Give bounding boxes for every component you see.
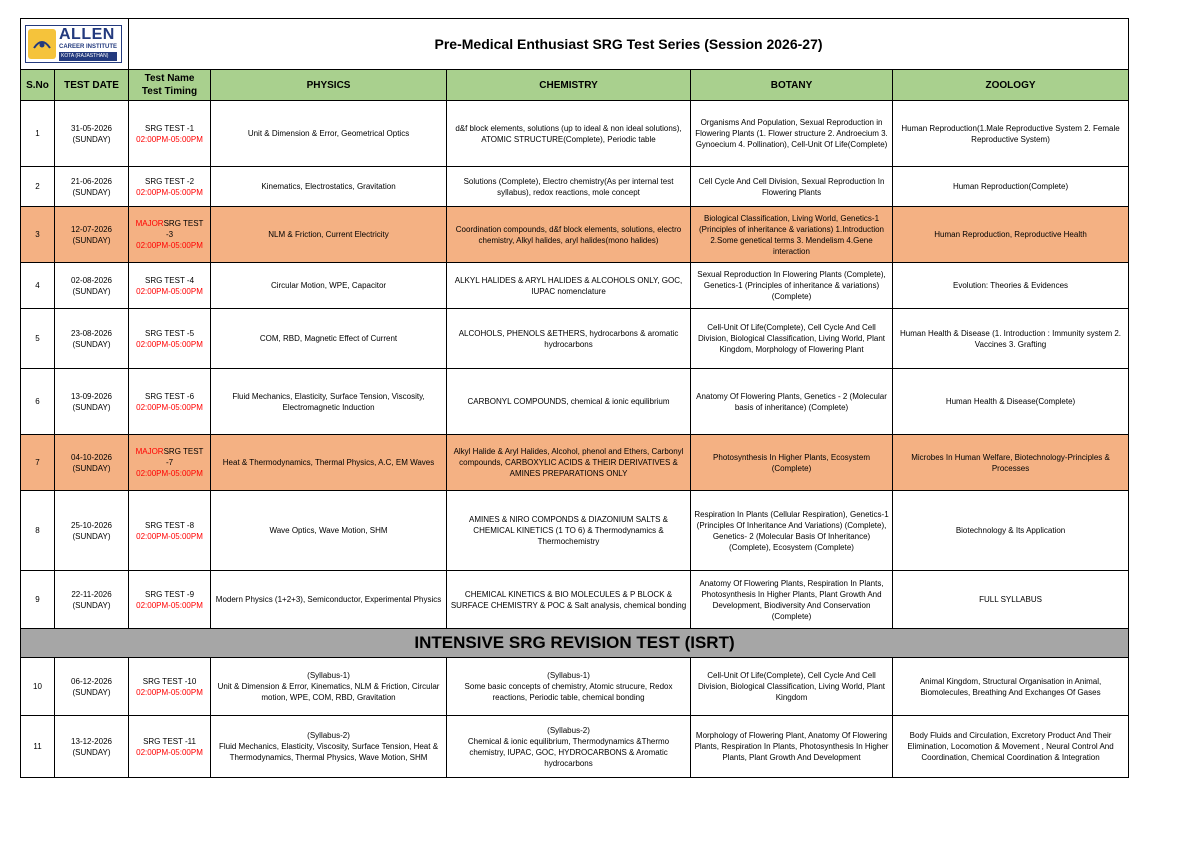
- serial-number: 2: [21, 167, 55, 207]
- header-row: [21, 70, 1129, 101]
- test-name-value: SRG TEST -2: [144, 176, 195, 186]
- date-value: 12-07-2026: [71, 224, 112, 234]
- zoology-syllabus: Human Reproduction(Complete): [893, 167, 1129, 207]
- table-row: [21, 369, 1129, 435]
- test-date: [55, 263, 129, 309]
- table-row: [21, 491, 1129, 571]
- test-timing: 02:00PM-05:00PM: [136, 286, 203, 296]
- table-row: [21, 716, 1129, 778]
- test-name-label: Test Name: [144, 73, 195, 84]
- botany-syllabus: Organisms And Population, Sexual Reproduction in Flowering Plants (1. Flower structure 2. Androecium 3. Gynoecium 4. Pollination), Cell-Unit Of Life(Complete): [691, 101, 893, 167]
- day-value: (SUNDAY): [72, 187, 111, 197]
- test-date: [55, 207, 129, 263]
- serial-number: 3: [21, 207, 55, 263]
- test-name: [129, 207, 211, 263]
- test-date: [55, 491, 129, 571]
- page-title: Pre-Medical Enthusiast SRG Test Series (Session 2026-27): [129, 19, 1129, 70]
- physics-syllabus: Unit & Dimension & Error, Geometrical Optics: [211, 101, 447, 167]
- date-value: 13-09-2026: [71, 391, 112, 401]
- test-date: [55, 167, 129, 207]
- botany-syllabus: Morphology of Flowering Plant, Anatomy Of Flowering Plants, Respiration In Plants, Photosynthesis In Higher Plants, Plant Growth And Development: [691, 716, 893, 778]
- test-timing: 02:00PM-05:00PM: [136, 687, 203, 697]
- date-value: 21-06-2026: [71, 176, 112, 186]
- botany-syllabus: Sexual Reproduction In Flowering Plants (Complete), Genetics-1 (Principles of inheritance & variations)(Complete): [691, 263, 893, 309]
- day-value: (SUNDAY): [72, 463, 111, 473]
- test-name: [129, 716, 211, 778]
- table-row: [21, 101, 1129, 167]
- day-value: (SUNDAY): [72, 235, 111, 245]
- physics-syllabus: Modern Physics (1+2+3), Semiconductor, Experimental Physics: [211, 571, 447, 629]
- day-value: (SUNDAY): [72, 531, 111, 541]
- test-name: [129, 491, 211, 571]
- test-timing: 02:00PM-05:00PM: [136, 747, 203, 757]
- test-timing: 02:00PM-05:00PM: [136, 241, 203, 250]
- major-badge: MAJOR: [135, 447, 164, 456]
- col-header-test-name: [129, 70, 211, 101]
- botany-syllabus: Cell-Unit Of Life(Complete), Cell Cycle And Cell Division, Biological Classification, Living World, Plant Kingdom, Morphology of Flowering Plant: [691, 309, 893, 369]
- zoology-syllabus: Microbes In Human Welfare, Biotechnology-Principles & Processes: [893, 435, 1129, 491]
- physics-syllabus: Fluid Mechanics, Elasticity, Surface Tension, Viscosity, Electromagnetic Induction: [211, 369, 447, 435]
- physics-syllabus: Heat & Thermodynamics, Thermal Physics, A.C, EM Waves: [211, 435, 447, 491]
- test-timing: 02:00PM-05:00PM: [136, 402, 203, 412]
- botany-syllabus: Biological Classification, Living World, Genetics-1 (Principles of inheritance & variations) 1.Introduction 2.Some genetical terms 3. Mendelism 4.Gene interaction: [691, 207, 893, 263]
- test-name-value: SRG TEST -7: [163, 447, 204, 467]
- date-value: 31-05-2026: [71, 123, 112, 133]
- test-name: [129, 435, 211, 491]
- zoology-syllabus: Human Health & Disease(Complete): [893, 369, 1129, 435]
- table-row: [21, 309, 1129, 369]
- test-name-value: SRG TEST -1: [144, 123, 195, 133]
- test-timing: 02:00PM-05:00PM: [136, 134, 203, 144]
- serial-number: 5: [21, 309, 55, 369]
- physics-topics: Unit & Dimension & Error, Kinematics, NLM & Friction, Circular motion, WPE, COM, RBD, Gravitation: [217, 682, 440, 702]
- test-date: [55, 435, 129, 491]
- serial-number: 11: [21, 716, 55, 778]
- syllabus-label: (Syllabus-1): [547, 671, 590, 680]
- serial-number: 7: [21, 435, 55, 491]
- table-row: [21, 207, 1129, 263]
- botany-syllabus: Respiration In Plants (Cellular Respiration), Genetics-1 (Principles Of Inheritance And Variations) (Complete), Genetics- 2 (Molecular Basis Of Inheritance) (Complete), Ecosystem (Complete): [691, 491, 893, 571]
- physics-syllabus: Kinematics, Electrostatics, Gravitation: [211, 167, 447, 207]
- col-header-zoology: ZOOLOGY: [893, 70, 1129, 101]
- physics-syllabus: NLM & Friction, Current Electricity: [211, 207, 447, 263]
- test-timing-label: Test Timing: [141, 86, 198, 97]
- date-value: 13-12-2026: [71, 736, 112, 746]
- physics-syllabus: COM, RBD, Magnetic Effect of Current: [211, 309, 447, 369]
- isrt-section-row: [21, 629, 1129, 658]
- table-row: [21, 435, 1129, 491]
- chemistry-syllabus: CARBONYL COMPOUNDS, chemical & ionic equilibrium: [447, 369, 691, 435]
- chemistry-syllabus: AMINES & NIRO COMPONDS & DIAZONIUM SALTS & CHEMICAL KINETICS (1 TO 6) & Thermodynamics & Thermochemistry: [447, 491, 691, 571]
- day-value: (SUNDAY): [72, 286, 111, 296]
- test-name: [129, 369, 211, 435]
- date-value: 04-10-2026: [71, 452, 112, 462]
- test-name-value: SRG TEST -10: [142, 676, 197, 686]
- test-name-value: SRG TEST -11: [143, 736, 196, 746]
- serial-number: 1: [21, 101, 55, 167]
- serial-number: 4: [21, 263, 55, 309]
- col-header-chemistry: CHEMISTRY: [447, 70, 691, 101]
- chemistry-topics: Some basic concepts of chemistry, Atomic strucure, Redox reactions, Periodic table, chemical bonding: [464, 682, 673, 702]
- serial-number: 8: [21, 491, 55, 571]
- test-name: [129, 571, 211, 629]
- test-date: [55, 369, 129, 435]
- allen-logo: [25, 25, 122, 63]
- test-name: [129, 658, 211, 716]
- test-timing: 02:00PM-05:00PM: [136, 187, 203, 197]
- zoology-syllabus: Animal Kingdom, Structural Organisation in Animal, Biomolecules, Breathing And Exchanges Of Gases: [893, 658, 1129, 716]
- table-row: [21, 263, 1129, 309]
- day-value: (SUNDAY): [72, 339, 111, 349]
- chemistry-syllabus: [447, 716, 691, 778]
- table-row: [21, 571, 1129, 629]
- test-name-value: SRG TEST -8: [144, 520, 195, 530]
- test-date: [55, 101, 129, 167]
- date-value: 23-08-2026: [71, 328, 112, 338]
- botany-syllabus: Cell-Unit Of Life(Complete), Cell Cycle And Cell Division, Biological Classification, Living World, Plant Kingdom: [691, 658, 893, 716]
- chemistry-syllabus: [447, 658, 691, 716]
- col-header-sno: S.No: [21, 70, 55, 101]
- day-value: (SUNDAY): [72, 747, 111, 757]
- zoology-syllabus: Evolution: Theories & Evidences: [893, 263, 1129, 309]
- chemistry-syllabus: Solutions (Complete), Electro chemistry(As per internal test syllabus), redox reactions, mole concept: [447, 167, 691, 207]
- zoology-syllabus: Human Reproduction(1.Male Reproductive System 2. Female Reproductive System): [893, 101, 1129, 167]
- col-header-botany: BOTANY: [691, 70, 893, 101]
- test-date: [55, 571, 129, 629]
- syllabus-label: (Syllabus-2): [547, 725, 590, 735]
- zoology-syllabus: Biotechnology & Its Application: [893, 491, 1129, 571]
- test-timing: 02:00PM-05:00PM: [136, 600, 203, 610]
- major-badge: MAJOR: [135, 219, 164, 228]
- physics-syllabus: [211, 658, 447, 716]
- test-timing: 02:00PM-05:00PM: [136, 469, 203, 478]
- test-name-value: SRG TEST -5: [144, 328, 195, 338]
- botany-syllabus: Cell Cycle And Cell Division, Sexual Reproduction In Flowering Plants: [691, 167, 893, 207]
- day-value: (SUNDAY): [72, 134, 111, 144]
- syllabus-label: (Syllabus-2): [307, 731, 350, 740]
- physics-syllabus: Wave Optics, Wave Motion, SHM: [211, 491, 447, 571]
- date-value: 25-10-2026: [71, 520, 112, 530]
- botany-syllabus: Anatomy Of Flowering Plants, Respiration In Plants, Photosynthesis In Higher Plants, Plant Growth And Development, Biodiversity And Conservation (Complete): [691, 571, 893, 629]
- test-schedule-table: [20, 18, 1129, 778]
- physics-syllabus: Circular Motion, WPE, Capacitor: [211, 263, 447, 309]
- zoology-syllabus: Body Fluids and Circulation, Excretory Product And Their Elimination, Locomotion & Movement , Neural Control And Coordination, Chemical Coordination & Integration: [893, 716, 1129, 778]
- chemistry-topics: Chemical & ionic equilibrium, Thermodynamics &Thermo chemistry, IUPAC, GOC, HYDROCARBONS & Aromatic hydrocarbons: [467, 736, 670, 768]
- serial-number: 6: [21, 369, 55, 435]
- botany-syllabus: Photosynthesis In Higher Plants, Ecosystem (Complete): [691, 435, 893, 491]
- chemistry-syllabus: ALKYL HALIDES & ARYL HALIDES & ALCOHOLS ONLY, GOC, IUPAC nomenclature: [447, 263, 691, 309]
- test-name: [129, 309, 211, 369]
- physics-syllabus: [211, 716, 447, 778]
- date-value: 06-12-2026: [71, 676, 112, 686]
- chemistry-syllabus: Alkyl Halide & Aryl Halides, Alcohol, phenol and Ethers, Carbonyl compounds, CARBOXYLIC ACIDS & THEIR DERIVATIVES & AMINES PREPARATIONS ONLY: [447, 435, 691, 491]
- date-value: 22-11-2026: [71, 589, 112, 599]
- test-date: [55, 309, 129, 369]
- test-name: [129, 167, 211, 207]
- isrt-section-title: INTENSIVE SRG REVISION TEST (ISRT): [21, 629, 1129, 658]
- chemistry-syllabus: d&f block elements, solutions (up to ideal & non ideal solutions), ATOMIC STRUCTURE(Complete), Periodic table: [447, 101, 691, 167]
- serial-number: 9: [21, 571, 55, 629]
- col-header-physics: PHYSICS: [211, 70, 447, 101]
- physics-topics: Fluid Mechanics, Elasticity, Viscosity, Surface Tension, Heat & Thermodynamics, Thermal Physics, Wave Motion, SHM: [218, 742, 439, 762]
- allen-emblem-icon: [28, 29, 56, 59]
- table-row: [21, 658, 1129, 716]
- day-value: (SUNDAY): [72, 600, 111, 610]
- test-name-value: SRG TEST -4: [144, 275, 195, 285]
- logo-name: ALLEN: [59, 26, 115, 43]
- zoology-syllabus: Human Health & Disease (1. Introduction : Immunity system 2. Vaccines 3. Grafting: [893, 309, 1129, 369]
- test-date: [55, 716, 129, 778]
- zoology-syllabus: Human Reproduction, Reproductive Health: [893, 207, 1129, 263]
- logo-subtitle: CAREER INSTITUTE: [59, 44, 118, 50]
- col-header-test-date: TEST DATE: [55, 70, 129, 101]
- test-name: [129, 101, 211, 167]
- chemistry-syllabus: Coordination compounds, d&f block elements, solutions, electro chemistry, Alkyl halides, aryl halides(mono halides): [447, 207, 691, 263]
- title-row: [21, 19, 1129, 70]
- day-value: (SUNDAY): [72, 402, 111, 412]
- logo-bar: KOTA (RAJASTHAN): [59, 52, 117, 61]
- test-name-value: SRG TEST -3: [163, 219, 204, 239]
- test-name-value: SRG TEST -9: [144, 589, 195, 599]
- test-name-value: SRG TEST -6: [144, 391, 195, 401]
- chemistry-syllabus: ALCOHOLS, PHENOLS &ETHERS, hydrocarbons & aromatic hydrocarbons: [447, 309, 691, 369]
- chemistry-syllabus: CHEMICAL KINETICS & BIO MOLECULES & P BLOCK & SURFACE CHEMISTRY & POC & Salt analysis, chemical bonding: [447, 571, 691, 629]
- zoology-syllabus: FULL SYLLABUS: [893, 571, 1129, 629]
- table-row: [21, 167, 1129, 207]
- logo-cell: [21, 19, 129, 70]
- date-value: 02-08-2026: [71, 275, 112, 285]
- serial-number: 10: [21, 658, 55, 716]
- day-value: (SUNDAY): [72, 687, 111, 697]
- test-timing: 02:00PM-05:00PM: [136, 339, 203, 349]
- test-timing: 02:00PM-05:00PM: [136, 531, 203, 541]
- test-name: [129, 263, 211, 309]
- syllabus-label: (Syllabus-1): [307, 671, 350, 680]
- botany-syllabus: Anatomy Of Flowering Plants, Genetics - 2 (Molecular basis of inheritance) (Complete): [691, 369, 893, 435]
- test-date: [55, 658, 129, 716]
